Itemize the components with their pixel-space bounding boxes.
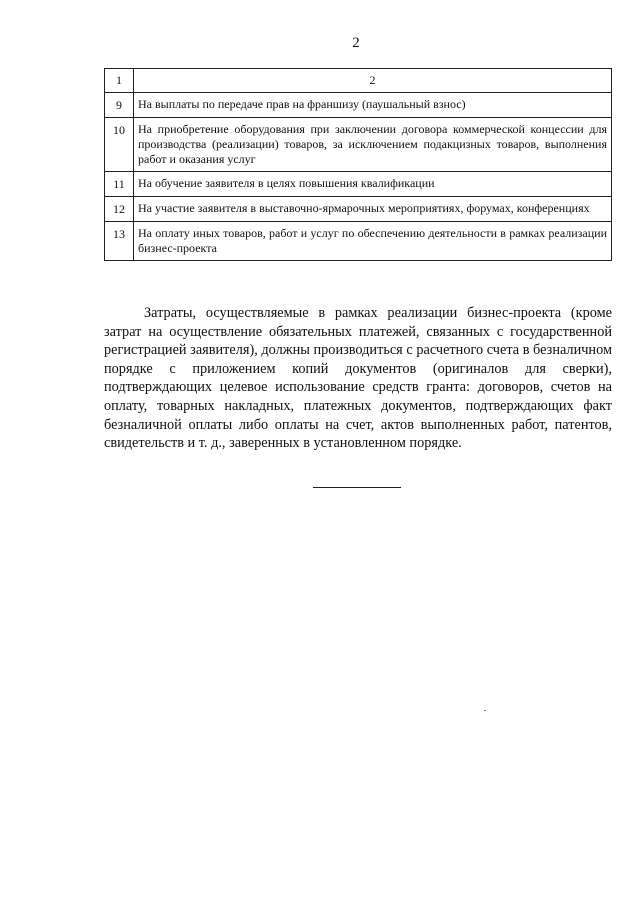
table-row	[105, 172, 612, 197]
table-header-row	[105, 69, 612, 93]
table-row	[105, 118, 612, 172]
header-cell-number: 1	[105, 69, 134, 93]
row-number: 11	[105, 172, 134, 197]
end-divider	[313, 487, 401, 488]
scan-speck	[484, 710, 486, 711]
table-row	[105, 197, 612, 222]
row-number: 12	[105, 197, 134, 222]
header-cell-description: 2	[134, 69, 612, 93]
row-text: На приобретение оборудования при заключении договора коммерческой концессии для производства (реализации) товаров, за исключением подакцизных товаров, выполнения работ и оказания услуг	[134, 118, 612, 172]
table-row	[105, 222, 612, 261]
row-number: 13	[105, 222, 134, 261]
table-row	[105, 93, 612, 118]
row-text: На участие заявителя в выставочно-ярмарочных мероприятиях, форумах, конференциях	[134, 197, 612, 222]
row-number: 9	[105, 93, 134, 118]
row-number: 10	[105, 118, 134, 172]
row-text: На обучение заявителя в целях повышения квалификации	[134, 172, 612, 197]
row-text: На выплаты по передаче прав на франшизу (паушальный взнос)	[134, 93, 612, 118]
costs-table	[104, 68, 612, 261]
row-text: На оплату иных товаров, работ и услуг по обеспечению деятельности в рамках реализации бизнес-проекта	[134, 222, 612, 261]
page-number: 2	[352, 35, 360, 51]
body-paragraph: Затраты, осуществляемые в рамках реализации бизнес-проекта (кроме затрат на осуществление обязательных платежей, связанных с государственной регистрацией заявителя), должны производиться с расчетного счета в безналичном порядке с приложением копий документов (оригиналов для сверки), подтверждающих целевое использование средств гранта: договоров, счетов на оплату, товарных накладных, платежных документов, подтверждающих факт безналичной оплаты либо оплаты на счет, актов выполненных работ, патентов, свидетельств и т. д., заверенных в установленном порядке.	[104, 305, 612, 452]
